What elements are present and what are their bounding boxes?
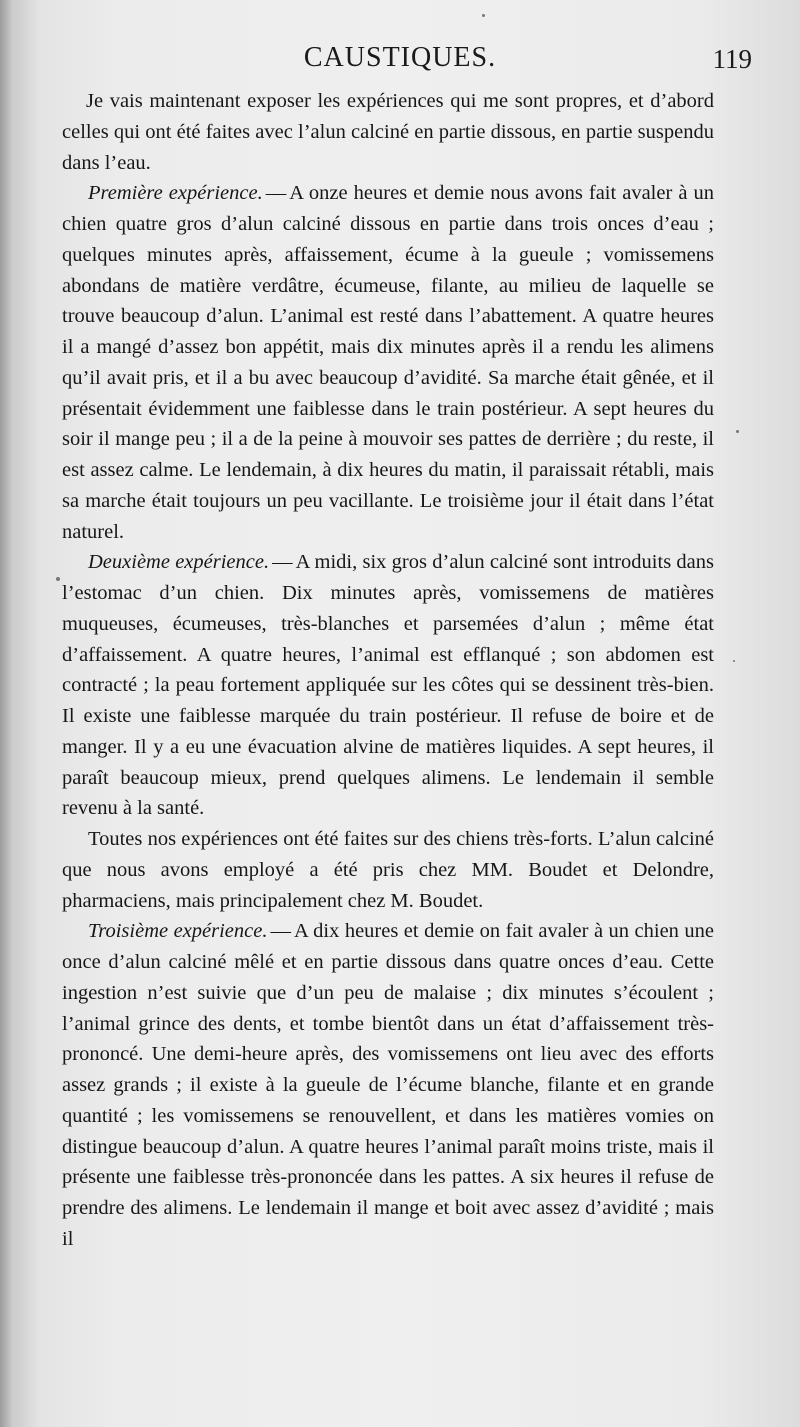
paragraph <box>62 916 714 1254</box>
paragraph <box>62 86 714 178</box>
em-dash: — <box>270 920 291 943</box>
paragraph <box>62 824 714 916</box>
body-text <box>62 86 714 1255</box>
page-number: 119 <box>712 44 752 74</box>
paragraph-text: A midi, six gros d’alun calciné sont introduits dans l’estomac d’un chien. Dix minutes après, vomissemens de matières muqueuses, écumeuses, très-blanches et parsemées d’alun ; même état d’affaissement. A quatre heures, l’animal est efflanqué ; son abdomen est contracté ; la peau fortement appliquée sur les côtes qui se dessinent très-bien. Il existe une faiblesse marquée du train postérieur. Il refuse de boire et de manger. Il y a eu une évacuation alvine de matières liquides. A sept heures, il paraît beaucoup mieux, prend quelques alimens. Le lendemain il semble revenu à la santé. <box>62 551 715 820</box>
running-title: CAUSTIQUES. <box>303 42 497 73</box>
em-dash: — <box>272 551 293 574</box>
experiment-heading: Deuxième expérience. <box>88 551 270 574</box>
paragraph-text: A onze heures et demie nous avons fait avaler à un chien quatre gros d’alun calciné dissous en partie dans trois onces d’eau ; quelques minutes après, affaissement, écume à la gueule ; vomissemens abondans de matière verdâtre, écumeuse, filante, au milieu de laquelle se trouve beaucoup d’alun. L’animal est resté dans l’abattement. A quatre heures il a mangé d’assez bon appétit, mais dix minutes après il a rendu les alimens qu’il avait pris, et il a bu avec beaucoup d’avidité. Sa marche était gênée, et il présentait évidemment une faiblesse dans le train postérieur. A sept heures du soir il mange peu ; il a de la peine à mouvoir ses pattes de derrière ; du reste, il est assez calme. Le lendemain, à dix heures du matin, il paraissait rétabli, mais sa marche était toujours un peu vacillante. Le troisième jour il était dans l’état naturel. <box>62 182 714 543</box>
paragraph-text: A dix heures et demie on fait avaler à un chien une once d’alun calciné mêlé et en partie dissous dans quatre onces d’eau. Cette ingestion n’est suivie que d’un peu de malaise ; dix minutes s’écoulent ; l’animal grince des dents, et tombe bientôt dans un état d’affaissement très-prononcé. Une demi-heure après, des vomissemens ont lieu avec des efforts assez grands ; il existe à la gueule de l’écume blanche, filante et en grande quantité ; les vomissemens se renouvellent, et dans les matières vomies on distingue beaucoup d’alun. A quatre heures l’animal paraît moins triste, mais il présente une faiblesse très-prononcée dans les pattes. A six heures il refuse de prendre des alimens. Le lendemain il mange et boit avec assez d’avidité ; mais il <box>62 920 715 1250</box>
binding-shadow <box>0 0 22 1427</box>
experiment-heading: Première expérience. <box>88 182 263 205</box>
experiment-heading: Troisième expérience. <box>88 920 268 943</box>
paragraph <box>62 547 714 824</box>
em-dash: — <box>265 182 287 205</box>
paragraph-text: Je vais maintenant exposer les expériences qui me sont propres, et d’abord celles qui ont été faites avec l’alun calciné en partie dissous, en partie suspendu dans l’eau. <box>62 90 714 174</box>
paragraph <box>62 178 714 547</box>
paragraph-text: Toutes nos expériences ont été faites sur des chiens très-forts. L’alun calciné que nous avons employé a été pris chez MM. Boudet et Delondre, pharmaciens, mais principalement chez M. Boudet. <box>62 828 714 912</box>
page-header <box>60 38 752 78</box>
